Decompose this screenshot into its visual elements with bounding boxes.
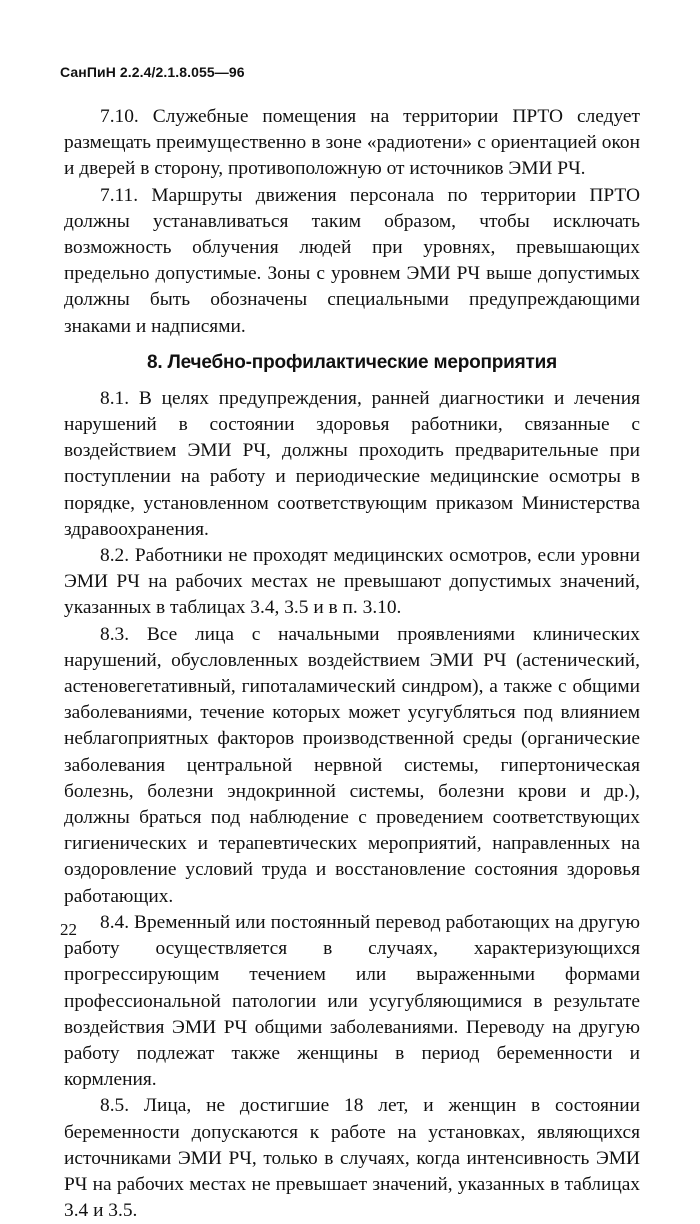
paragraph-8-4: 8.4. Временный или постоянный перевод работающих на другую работу осуществляется в случаях, характеризующихся прогрессирующим течением или выраженными формами профессиональной патологии или усугубляющимися в результате воздействия ЭМИ РЧ общими заболеваниями. Переводу на другую работу подлежат также женщины в период беременности и кормления. xyxy=(64,911,640,1091)
section-heading: 8. Лечебно-профилактические мероприятия xyxy=(146,351,558,373)
paragraph-7-10: 7.10. Служебные помещения на территории ПРТО следует размещать преимущественно в зоне «радиотени» с ориентацией окон и дверей в сторону, противоположную от источников ЭМИ РЧ. xyxy=(64,106,640,180)
running-header: СанПиН 2.2.4/2.1.8.055—96 xyxy=(60,64,245,80)
paragraph-7-11: 7.11. Маршруты движения персонала по территории ПРТО должны устанавливаться таким образом, чтобы исключать возможность облучения людей при уровнях, превышающих предельно допустимые. Зоны с уровнем ЭМИ РЧ выше допустимых должны быть обозначены специальными предупреждающими знаками и надписями. xyxy=(64,184,640,337)
paragraph-8-2: 8.2. Работники не проходят медицинских осмотров, если уровни ЭМИ РЧ на рабочих местах не превышают допустимых значений, указанных в таблицах 3.4, 3.5 и в п. 3.10. xyxy=(64,545,640,619)
paragraph-8-1: 8.1. В целях предупреждения, ранней диагностики и лечения нарушений в состоянии здоровья работники, связанные с воздействием ЭМИ РЧ, должны проходить предварительные при поступлении на работу и периодические медицинские осмотры в порядке, установленном соответствующим приказом Министерства здравоохранения. xyxy=(64,387,640,540)
paragraph-8-5: 8.5. Лица, не достигшие 18 лет, и женщин в состоянии беременности допускаются к работе на установках, являющихся источниками ЭМИ РЧ, только в случаях, когда интенсивность ЭМИ РЧ на рабочих местах не превышает значений, указанных в таблицах 3.4 и 3.5. xyxy=(64,1095,640,1222)
body-text xyxy=(64,104,640,1224)
paragraph-8-3: 8.3. Все лица с начальными проявлениями клинических нарушений, обусловленных воздействием ЭМИ РЧ (астенический, астеновегетативный, гипоталамический синдром), а также с общими заболеваниями, течение которых может усугубляться под влиянием неблагоприятных факторов производственной среды (органические заболевания центральной нервной системы, гипертоническая болезнь, болезни эндокринной системы, болезни крови и др.), должны браться под наблюдение с проведением соответствующих гигиенических и терапевтических мероприятий, направленных на оздоровление условий труда и восстановление состояния здоровья работающих. xyxy=(64,623,640,907)
page-number: 22 xyxy=(60,920,77,939)
